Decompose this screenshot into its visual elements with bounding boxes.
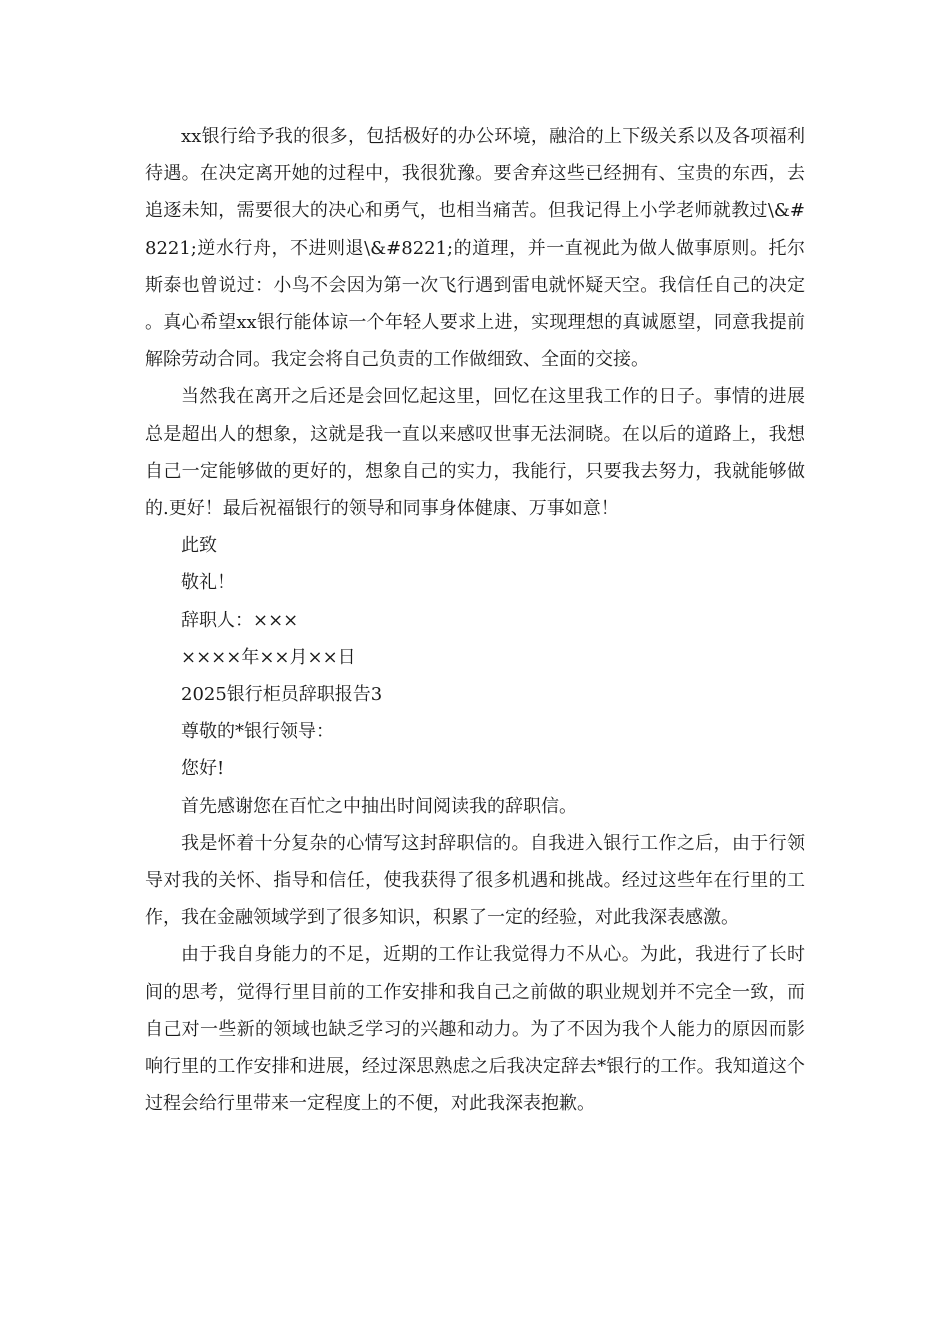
closing-line: 此致 xyxy=(181,535,217,557)
paragraph-gratitude: xx银行给予我的很多，包括极好的办公环境，融洽的上下级关系以及各项福利待遇。在决定离开她的过程中，我很犹豫。要舍弃这些已经拥有、宝贵的东西，去追逐未知，需要很大的决心和勇气，也相当痛苦。但我记得上小学老师就教过\&#8221;逆水行舟，不进则退\&#8221;的道理，并一直视此为做人做事原则。托尔斯泰也曾说过：小鸟不会因为第一次飞行遇到雷电就怀疑天空。我信任自己的决定。真心希望xx银行能体谅一个年轻人要求上进，实现理想的真诚愿望，同意我提前解除劳动合同。我定会将自己负责的工作做细致、全面的交接。 xyxy=(145,126,805,371)
intro-line: 首先感谢您在百忙之中抽出时间阅读我的辞职信。 xyxy=(181,795,577,817)
document-body xyxy=(145,118,805,1122)
hello-line: 您好! xyxy=(181,758,225,780)
signature-line: 辞职人：××× xyxy=(181,609,299,631)
paragraph-reason: 由于我自身能力的不足，近期的工作让我觉得力不从心。为此，我进行了长时间的思考，觉得行里目前的工作安排和我自己之前做的职业规划并不完全一致，而自己对一些新的领域也缺乏学习的兴趣和动力。为了不因为我个人能力的原因而影响行里的工作安排和进展，经过深思熟虑之后我决定辞去*银行的工作。我知道这个过程会给行里带来一定程度上的不便，对此我深表抱歉。 xyxy=(145,944,805,1115)
section-title: 2025银行柜员辞职报告3 xyxy=(181,684,383,706)
salute-line: 敬礼！ xyxy=(181,572,235,594)
paragraph-feelings: 我是怀着十分复杂的心情写这封辞职信的。自我进入银行工作之后，由于行领导对我的关怀、指导和信任，使我获得了很多机遇和挑战。经过这些年在行里的工作，我在金融领域学到了很多知识，积累了一定的经验，对此我深表感激。 xyxy=(145,832,805,929)
date-line: ××××年××月××日 xyxy=(181,646,356,668)
greeting-line: 尊敬的*银行领导： xyxy=(181,721,334,743)
paragraph-farewell: 当然我在离开之后还是会回忆起这里，回忆在这里我工作的日子。事情的进展总是超出人的想象，这就是我一直以来感叹世事无法洞晓。在以后的道路上，我想自己一定能够做的更好的，想象自己的实力，我能行，只要我去努力，我就能够做的.更好！最后祝福银行的领导和同事身体健康、万事如意！ xyxy=(145,386,805,520)
